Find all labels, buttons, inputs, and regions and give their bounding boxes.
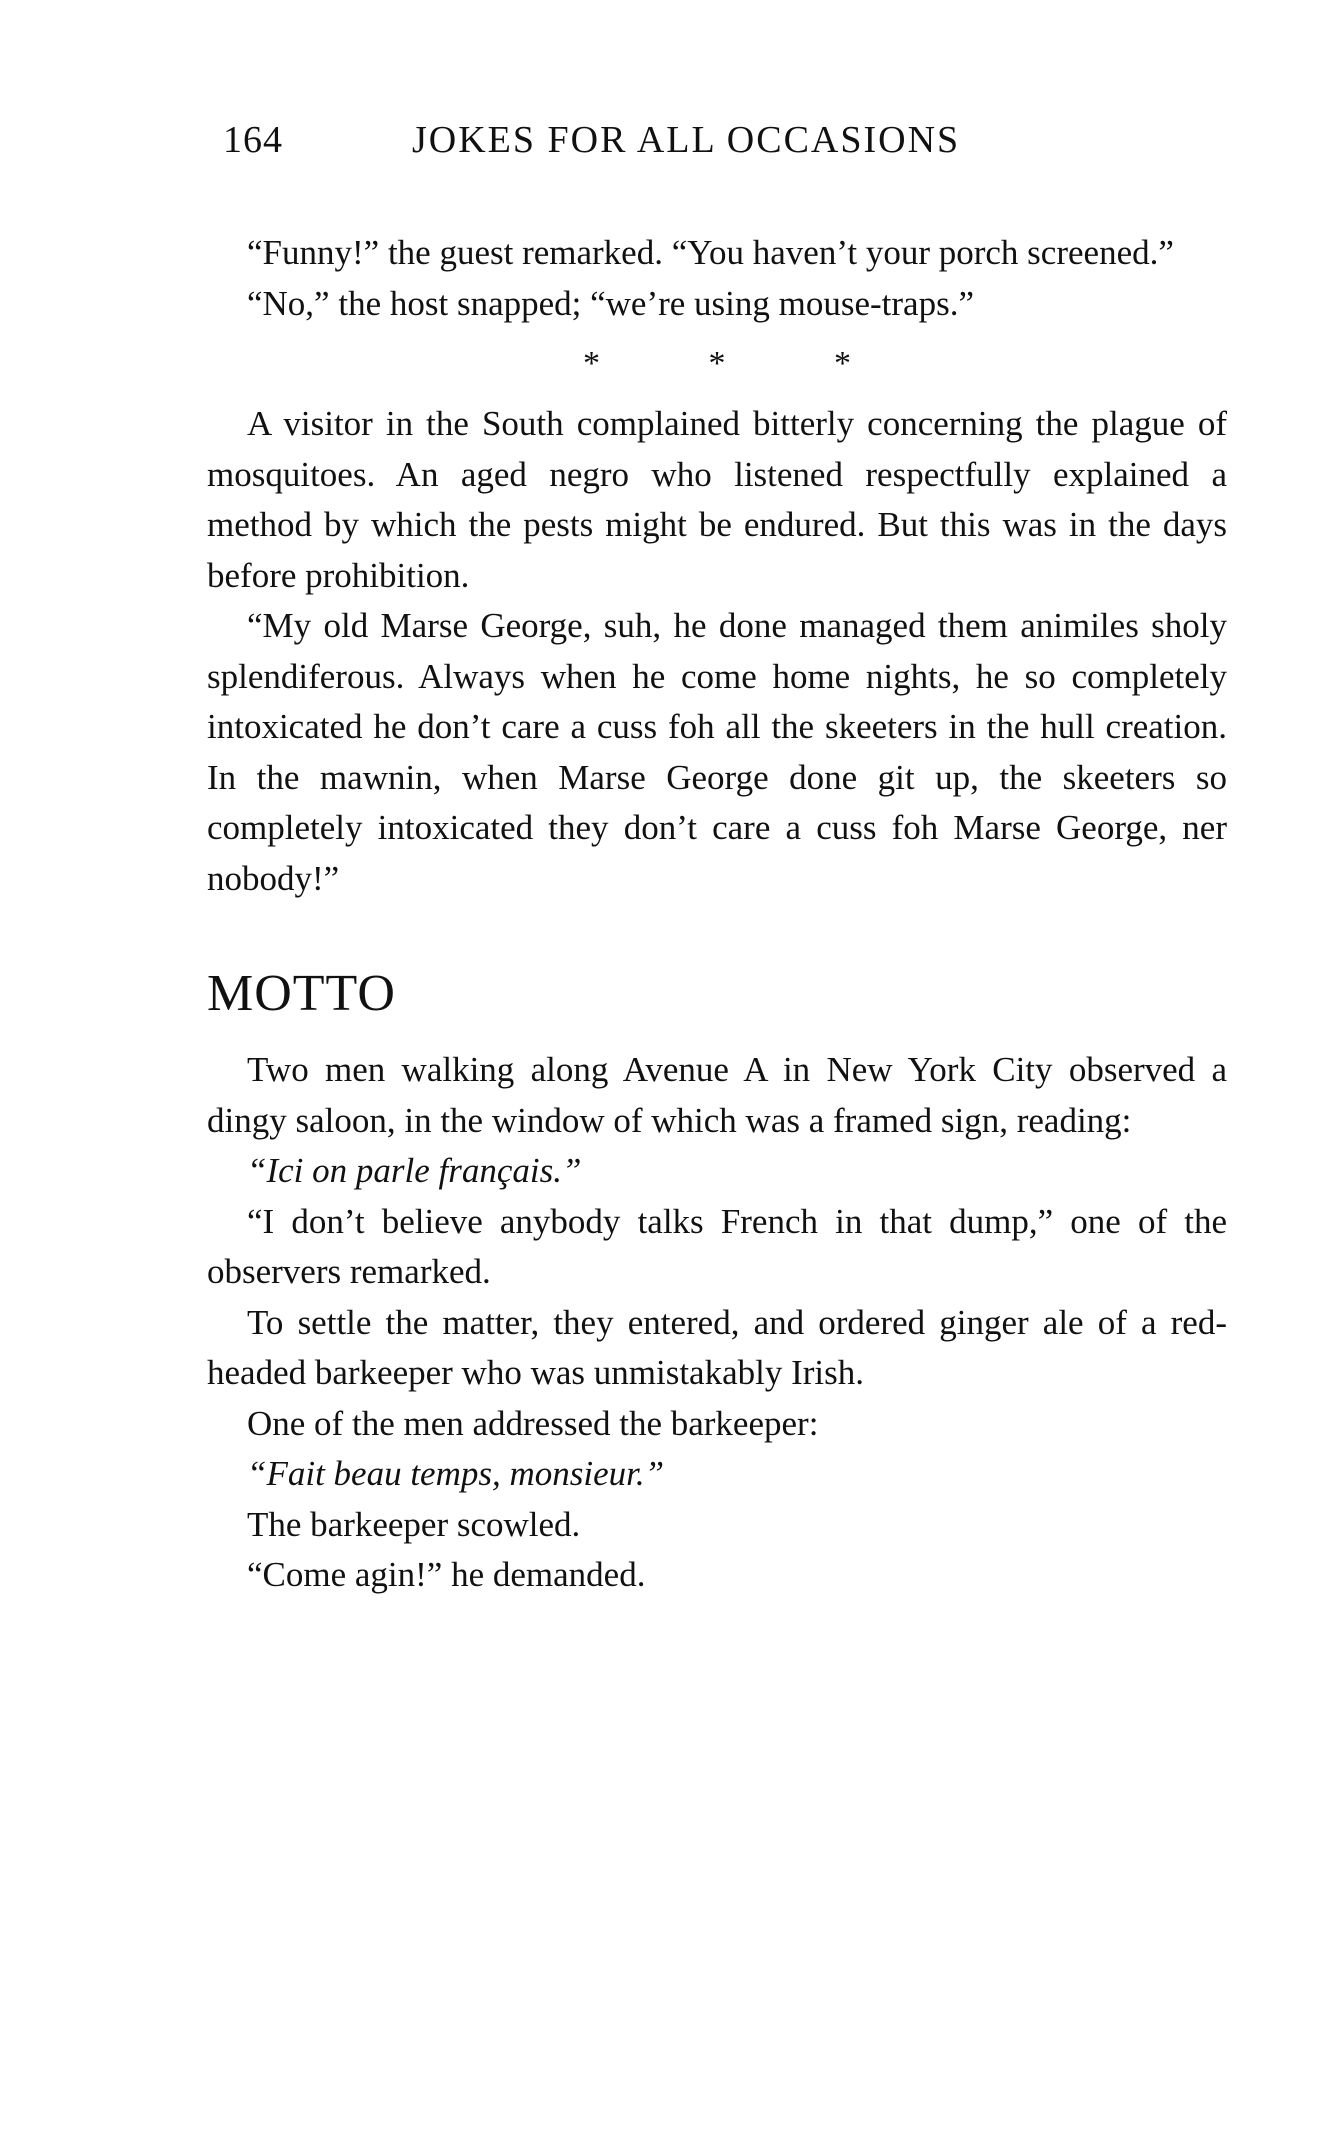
book-page <box>207 118 1227 1601</box>
joke-mosquitoes <box>207 399 1227 904</box>
paragraph: The barkeeper scowled. <box>247 1504 581 1544</box>
section-heading: MOTTO <box>207 965 396 1022</box>
joke-motto <box>207 1045 1227 1601</box>
paragraph: To settle the matter, they entered, and ordered ginger ale of a red-headed barkeeper who was unmistakably Irish. <box>207 1302 1227 1392</box>
running-head <box>207 118 1227 174</box>
section-separator: * * * <box>583 345 901 382</box>
paragraph: “Come agin!” he demanded. <box>247 1555 646 1594</box>
paragraph: “I don’t believe anybody talks French in that dump,” one of the observers remarked. <box>207 1201 1227 1291</box>
paragraph: “No,” the host snapped; “we’re using mouse-traps.” <box>247 283 975 323</box>
page-number: 164 <box>223 119 283 161</box>
paragraph: “Funny!” the guest remarked. “You haven’t your porch screened.” <box>247 233 1174 272</box>
paragraph: Two men walking along Avenue A in New York City observed a dingy saloon, in the window of which was a framed sign, reading: <box>207 1050 1227 1140</box>
paragraph: One of the men addressed the barkeeper: <box>247 1403 819 1443</box>
book-title: JOKES FOR ALL OCCASIONS <box>412 119 961 161</box>
italic-quote: “Ici on parle français.” <box>247 1151 582 1190</box>
paragraph: “My old Marse George, suh, he done managed them animiles sholy splendiferous. Always when he come home nights, he so completely intoxicated he don’t care a cuss foh all the skeeters in the hull creation. In the mawnin, when Marse George done git up, the skeeters so completely intoxicated they don’t care a cuss foh Marse George, ner nobody!” <box>207 606 1227 898</box>
joke-screened-porch <box>207 228 1227 329</box>
paragraph: A visitor in the South complained bitterly concerning the plague of mosquitoes. An aged negro who listened respectfully explained a method by which the pests might be endured. But this was in the days before prohibition. <box>207 404 1227 595</box>
italic-quote: “Fait beau temps, monsieur.” <box>247 1454 665 1493</box>
